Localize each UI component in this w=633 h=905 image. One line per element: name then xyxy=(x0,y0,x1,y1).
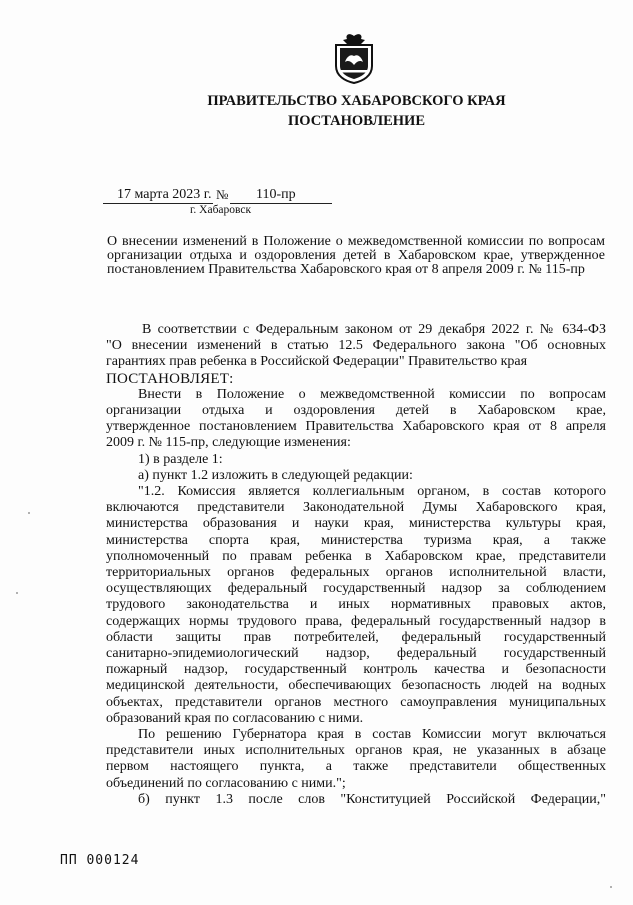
document-number: 110-пр xyxy=(256,187,296,202)
body-line: Внести в Положение о межведомственной комиссии по вопросам xyxy=(138,386,606,402)
page-code: ПП 000124 xyxy=(60,853,140,868)
document-city: г. Хабаровск xyxy=(190,204,252,216)
body-line: 2009 г. № 115-пр, следующие изменения: xyxy=(106,435,351,451)
document-type-title: ПОСТАНОВЛЕНИЕ xyxy=(287,113,425,129)
body-line: уполномоченный по правам ребенка в Хабаровском крае, представители xyxy=(106,548,606,564)
body-line: министерства образования и науки края, министерства культуры края, xyxy=(106,516,606,532)
body-line: 1) в разделе 1: xyxy=(138,451,223,467)
scan-speck xyxy=(16,592,18,594)
government-title: ПРАВИТЕЛЬСТВО ХАБАРОВСКОГО КРАЯ xyxy=(207,93,506,109)
body-line: медицинской деятельности, обеспечивающих безопасность людей на водных xyxy=(106,678,606,694)
body-line: объединений по согласованию с ними."; xyxy=(106,775,346,791)
body-line: По решению Губернатора края в состав Комиссии могут включаться xyxy=(138,727,606,743)
body-line: гарантиях прав ребенка в Российской Федерации" Правительство края xyxy=(106,354,528,370)
resolves-word: ПОСТАНОВЛЯЕТ: xyxy=(106,370,234,387)
document-body xyxy=(106,322,606,808)
body-line: санитарно-эпидемиологический надзор, федеральный государственный xyxy=(106,646,606,662)
document-date: 17 марта 2023 г. xyxy=(117,187,212,202)
body-line: б) пункт 1.3 после слов "Конституцией Российской Федерации," xyxy=(138,791,606,807)
body-line: представители иных исполнительных органов края, не указанных в абзаце xyxy=(106,743,606,759)
scan-speck xyxy=(610,886,612,888)
body-line: министерства спорта края, министерства туризма края, а также xyxy=(106,532,606,548)
body-line: включаются представители Законодательной Думы Хабаровского края, xyxy=(106,500,606,516)
body-line: а) пункт 1.2 изложить в следующей редакции: xyxy=(138,467,413,483)
body-line: "1.2. Комиссия является коллегиальным органом, в состав которого xyxy=(138,484,606,500)
body-line: территориальных органов федеральных органов исполнительной власти, xyxy=(106,565,606,581)
body-line: утвержденное постановлением Правительства Хабаровского края от 8 апреля xyxy=(106,419,606,435)
body-line: "О внесении изменений в статью 12.5 Федерального закона "Об основных xyxy=(106,338,606,354)
number-sign: № xyxy=(216,187,229,202)
body-line: содержащих нормы трудового права, федеральный государственный надзор в xyxy=(106,613,606,629)
document-subject: О внесении изменений в Положение о межведомственной комиссии по вопросам организации отдыха и оздоровления детей в Хабаровском крае, утвержденное постановлением Правительства Хабаровского края от 8 апреля 2009 г. № 115-пр xyxy=(107,234,605,277)
body-line: В соответствии с Федеральным законом от 29 декабря 2022 г. № 634-ФЗ xyxy=(142,322,606,337)
body-line: осуществляющих федеральный государственный надзор за соблюдением xyxy=(106,581,606,597)
body-line: трудового законодательства и иных нормативных правовых актов, xyxy=(106,597,606,613)
coat-of-arms-emblem xyxy=(333,32,375,84)
scan-speck xyxy=(28,512,30,514)
body-line: первом настоящего пункта, а также представители общественных xyxy=(106,759,606,775)
body-line: области защиты прав потребителей, федеральный государственный xyxy=(106,629,606,645)
body-line: пожарный надзор, государственный контроль качества и безопасности xyxy=(106,662,606,678)
body-line: организации отдыха и оздоровления детей в Хабаровском крае, xyxy=(106,403,606,419)
body-line: образований края по согласованию с ними. xyxy=(106,710,364,726)
body-line: объектах, представители органов местного самоуправления муниципальных xyxy=(106,694,606,710)
